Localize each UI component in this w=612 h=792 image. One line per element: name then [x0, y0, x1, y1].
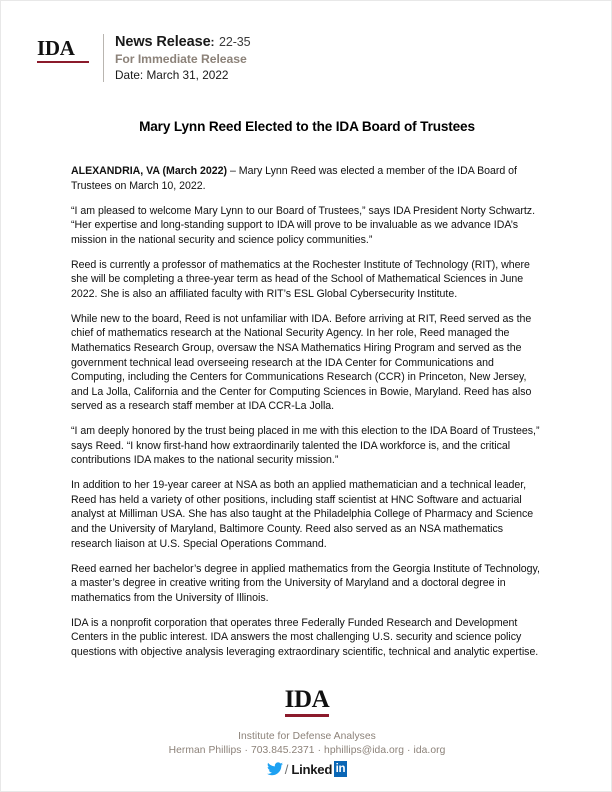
organization-name: Institute for Defense Analyses: [238, 731, 376, 742]
header-vertical-divider: [103, 34, 104, 82]
linkedin-in-icon[interactable]: in: [335, 763, 346, 775]
article-body: [71, 164, 544, 659]
contact-phone[interactable]: 703.845.2371: [250, 745, 315, 756]
news-release-label: News Release: [115, 34, 211, 50]
paragraph-text: – Mary Lynn Reed was elected a member of the IDA Board of Trustees on March 10, 2022.: [71, 165, 517, 192]
contact-website[interactable]: ida.org: [413, 745, 446, 756]
document-header: [37, 32, 250, 82]
paragraph: While new to the board, Reed is not unfamiliar with IDA. Before arriving at RIT, Reed served as the chief of mathematics research at the National Security Agency. In her role, Reed managed the Mathematics Research Group, oversaw the NSA Mathematics Hiring Program and served as the government technical lead overseeing research at the IDA Center for Communications and Computing, including the Centers for Communications Research (CCR) in Princeton, New Jersey, and La Jolla, California and the Center for Computing Sciences in Bowie, Maryland. Reed has also served as a research staff member at IDA CCR-La Jolla.: [71, 312, 532, 413]
social-links: [1, 761, 612, 777]
contact-name: Herman Phillips: [168, 745, 242, 756]
footer-logo-rule: [285, 714, 330, 717]
linkedin-wordmark[interactable]: Linked: [291, 761, 333, 777]
paragraph: Reed earned her bachelor’s degree in applied mathematics from the Georgia Institute of Technology, a master’s degree in creative writing from the University of Maryland and a doctoral degree in mathematics from the University of Illinois.: [71, 562, 540, 604]
social-separator-slash: /: [284, 761, 289, 777]
contact-separator: ·: [317, 745, 322, 756]
paragraph: In addition to her 19-year career at NSA as both an applied mathematician and a technical leader, Reed has held a variety of other positions, including staff scientist at HNC Software and actuarial analyst at Milliman USA. She has also taught at the Philadelphia College of Pharmacy and Science and the University of Maryland, Baltimore County. Reed also served as an NSA mathematics research liaison at U.S. Special Operations Command.: [71, 479, 534, 550]
dateline: ALEXANDRIA, VA (March 2022): [71, 165, 228, 177]
header-logo-text: IDA: [37, 36, 75, 60]
page-title: Mary Lynn Reed Elected to the IDA Board of Trustees: [139, 119, 475, 134]
header-text-block: [115, 32, 250, 82]
document-footer: [1, 687, 612, 756]
contact-line: [1, 745, 612, 756]
contact-email[interactable]: hphillips@ida.org: [324, 745, 405, 756]
news-release-line: [115, 33, 250, 51]
immediate-release-label: For Immediate Release: [115, 51, 247, 66]
news-release-number: 22-35: [218, 35, 251, 49]
contact-separator: ·: [244, 745, 248, 756]
contact-separator: ·: [407, 745, 411, 756]
paragraph: IDA is a nonprofit corporation that operates three Federally Funded Research and Development Centers in the public interest. IDA answers the most challenging U.S. security and science policy questions with objective analysis leveraging extraordinary scientific, technical and analytic expertise.: [71, 616, 539, 658]
twitter-bird-icon[interactable]: [267, 762, 283, 776]
news-release-colon: :: [210, 35, 215, 49]
paragraph: Reed is currently a professor of mathematics at the Rochester Institute of Technology (RIT), where she will be completing a three-year term as head of the School of Mathematical Sciences in June 2022. She is also an affiliated faculty with RIT’s ESL Global Cybersecurity Institute.: [71, 258, 530, 300]
paragraph: [71, 164, 544, 193]
paragraph: “I am deeply honored by the trust being placed in me with this election to the IDA Board of Trustees,” says Reed. “I know first-hand how extraordinarily talented the IDA workforce is, and the critical contributions IDA makes to the national security mission.”: [71, 425, 540, 467]
paragraph: “I am pleased to welcome Mary Lynn to our Board of Trustees,” says IDA President Norty Schwartz. “Her expertise and long-standing support to IDA will prove to be invaluable as we advance IDA’s mission in the national security and science policy communities.”: [71, 204, 536, 246]
header-logo-rule: [37, 61, 89, 64]
footer-ida-logo: [285, 687, 330, 717]
release-date-label: Date: March 31, 2022: [115, 67, 229, 82]
header-ida-logo: [37, 32, 95, 63]
footer-logo-text: IDA: [284, 686, 330, 713]
